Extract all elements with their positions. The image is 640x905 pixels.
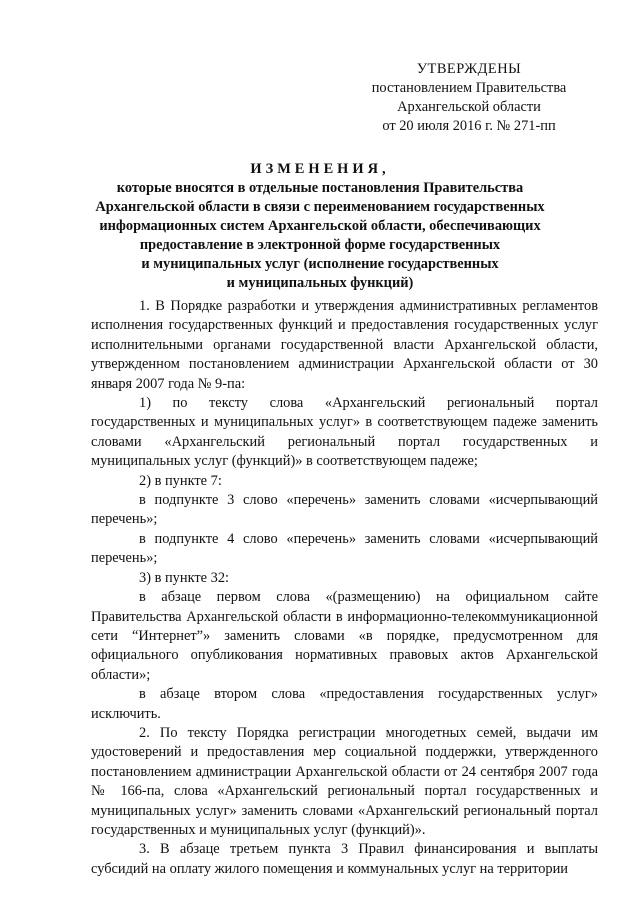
approval-block xyxy=(350,60,588,136)
title-line: и муниципальных функций) xyxy=(226,275,414,291)
title-line: которые вносятся в отдельные постановления Правительства xyxy=(116,180,524,196)
paragraph: 1) по тексту слова «Архангельский региональный портал государственных и муниципальных услуг» в соответствующем падеже заменить словами «Архангельский региональный портал государственных и муниципальных услуг (функций)» в соответствующем падеже; xyxy=(91,395,598,470)
paragraph: 3. В абзаце третьем пункта 3 Правил финансирования и выплаты субсидий на оплату жилого помещения и коммунальных услуг на территории xyxy=(91,841,598,877)
title-line: Архангельской области в связи с переименованием государственных xyxy=(95,199,545,215)
approval-line: постановлением Правительства xyxy=(371,80,567,96)
approval-heading: УТВЕРЖДЕНЫ xyxy=(416,61,522,77)
paragraph: в подпункте 4 слово «перечень» заменить словами «исчерпывающий перечень»; xyxy=(91,530,598,567)
paragraph: в абзаце первом слова «(размещению) на официальном сайте Правительства Архангельской области в информационно-телекоммуникационной сети “Интернет”» заменить словами «в порядке, предусмотренном для официального опубликования нормативных правовых актов Архангельской области»; xyxy=(91,589,598,683)
paragraph: 3) в пункте 32: xyxy=(139,569,230,586)
paragraph: в подпункте 3 слово «перечень» заменить словами «исчерпывающий перечень»; xyxy=(91,492,598,528)
title-line: предоставление в электронной форме государственных xyxy=(139,237,501,253)
paragraph: в абзаце втором слова «предоставления государственных услуг» исключить. xyxy=(91,686,598,722)
document-title xyxy=(70,160,570,293)
document-body xyxy=(91,297,598,879)
paragraph: 2. По тексту Порядка регистрации многодетных семей, выдачи им удостоверений и предоставления мер социальной поддержки, утвержденного постановлением администрации Архангельской области от 24 сентября 2007 года № 166-па, слова «Архангельский региональный портал государственных и муниципальных услуг» заменить словами «Архангельский региональный портал государственных и муниципальных услуг (функций)». xyxy=(91,724,598,838)
approval-date-line: от 20 июля 2016 г. № 271-пп xyxy=(382,118,556,134)
paragraph: 1. В Порядке разработки и утверждения административных регламентов исполнения государственных функций и предоставления государственных услуг исполнительными органами государственной власти Архангельской области, утвержденном постановлением администрации Архангельской области от 30 января 2007 года № 9-па: xyxy=(91,298,598,392)
title-heading: ИЗМЕНЕНИЯ, xyxy=(250,161,390,177)
title-line: информационных систем Архангельской области, обеспечивающих xyxy=(99,218,541,234)
title-line: и муниципальных услуг (исполнение государственных xyxy=(141,256,499,272)
paragraph: 2) в пункте 7: xyxy=(139,472,222,489)
approval-line: Архангельской области xyxy=(397,99,541,115)
